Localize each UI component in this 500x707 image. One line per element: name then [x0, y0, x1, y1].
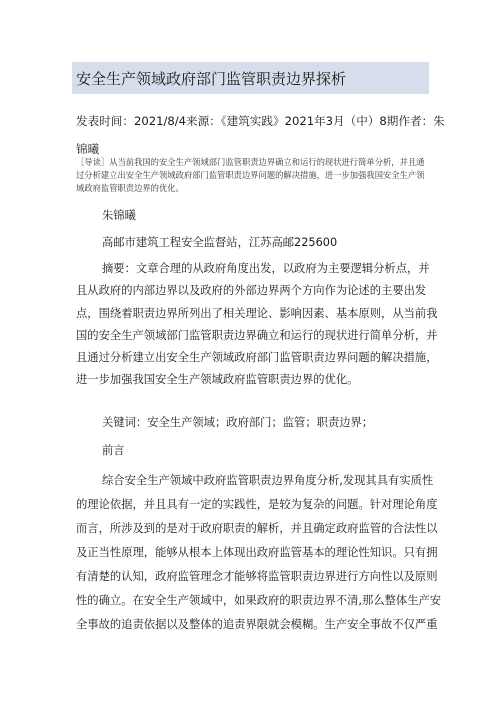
abstract — [76, 258, 438, 392]
body-line: 而言，所涉及到的是对于政府职责的解析，并且确定政府监管的合法性以 — [76, 522, 438, 535]
body-line: 的理论依据，并且具有一定的实践性，是较为复杂的问题。针对理论角度 — [76, 498, 438, 511]
body-line: 综合安全生产领域中政府监管职责边界角度分析,发现其具有实质性 — [102, 474, 434, 487]
abstract-line: 进一步加强我国安全生产领域政府监管职责边界的优化。 — [76, 373, 359, 387]
guide-summary: ［导读］从当前我国的安全生产领域部门监管职责边界确立和运行的现状进行简单分析，并且通过分析建立出安全生产领域政府部门监管职责边界问题的解决措施，进一步加强我国安全生产领域政府监管职责边界的优化。 — [76, 157, 425, 193]
abstract-line: 国的安全生产领域部门监管职责边界确立和运行的现状进行简单分析，并 — [76, 328, 438, 342]
section-heading-preface: 前言 — [102, 444, 125, 457]
article-title: 安全生产领域政府部门监管职责边界探析 — [76, 70, 347, 88]
abstract-line: 且从政府的内部边界以及政府的外部边界两个方向作为论述的主要出发 — [76, 284, 427, 298]
abstract-line: 摘要：文章合理的从政府角度出发，以政府为主要逻辑分析点，并 — [102, 262, 430, 275]
publication-meta — [76, 107, 445, 163]
author-name: 朱锦曦 — [102, 209, 136, 222]
body-line: 全事故的追责依据以及整体的追责界限就会模糊。生产安全事故不仅严重 — [76, 618, 438, 631]
body-line: 及正当性原理，能够从根本上体现出政府监管基本的理论性知识。只有拥 — [76, 546, 438, 559]
abstract-line: 点，围绕着职责边界所列出了相关理论、影响因素、基本原则，从当前我 — [76, 306, 438, 320]
meta-line: 发表时间：2021/8/4来源：《建筑实践》2021年3月（中）8期作者：朱 — [76, 114, 445, 128]
body-line: 有清楚的认知，政府监管理念才能够将监管职责边界进行方向性以及原则 — [76, 570, 438, 583]
body-line: 性的确立。在安全生产领域中，如果政府的职责边界不清,那么整体生产安 — [76, 594, 442, 607]
body-text — [76, 469, 442, 637]
abstract-line: 且通过分析建立出安全生产领域政府部门监管职责边界问题的解决措施， — [76, 351, 438, 365]
author-affiliation: 高邮市建筑工程安全监督站，江苏高邮225600 — [102, 236, 338, 249]
meta-line: 锦曦 — [76, 142, 100, 156]
keywords: 关键词：安全生产领域；政府部门；监管；职责边界； — [102, 416, 374, 429]
